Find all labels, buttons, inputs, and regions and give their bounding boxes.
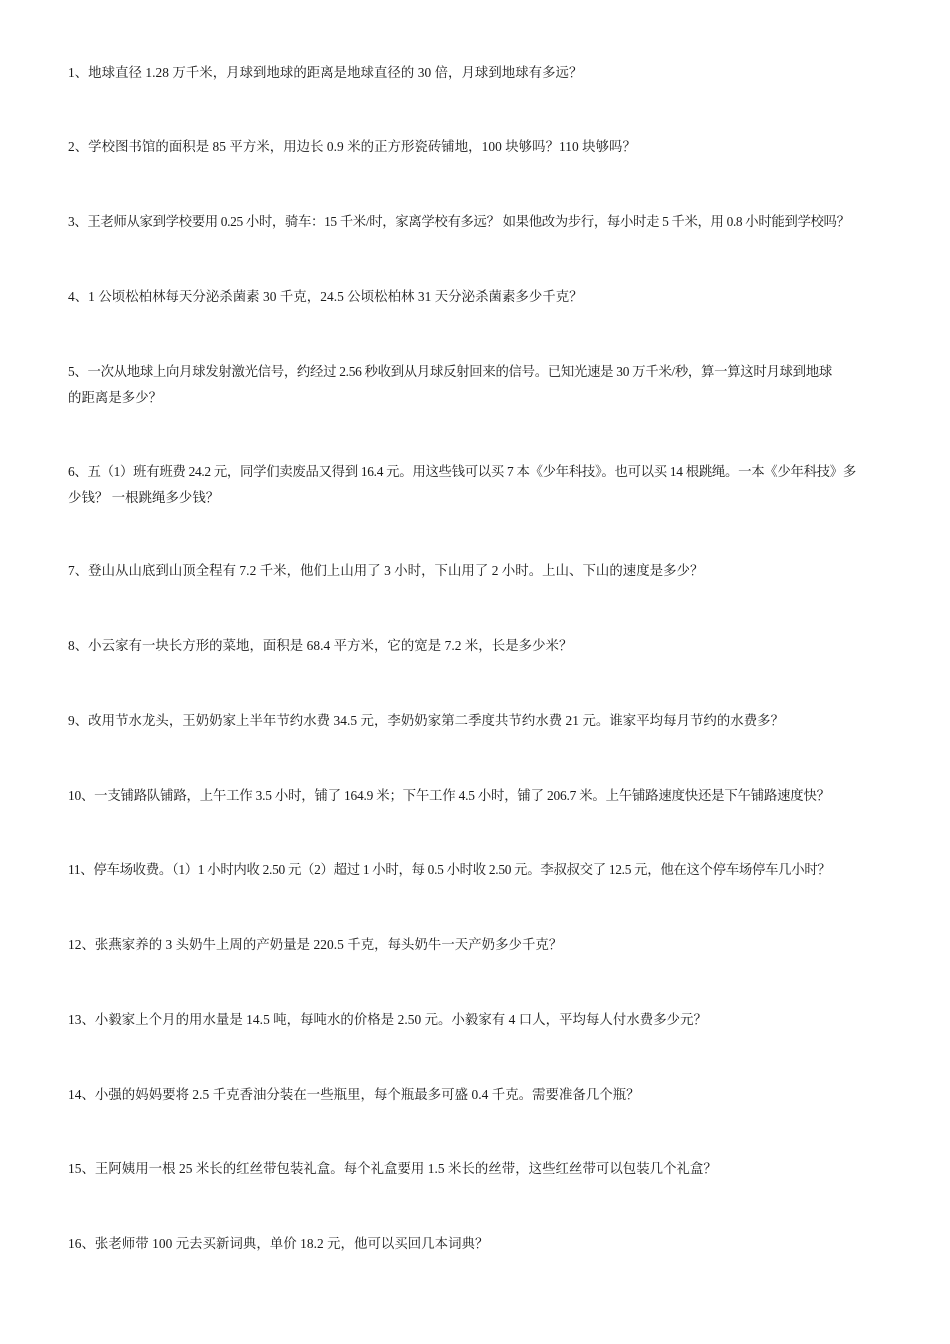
question-10-line-1: 10、一支铺路队铺路，上午工作 3.5 小时，铺了 164.9 米；下午工作 4.5 小时，铺了 206.7 米。上午铺路速度快还是下午铺路速度快？: [68, 788, 830, 803]
question-14-line-1: 14、小强的妈妈要将 2.5 千克香油分装在一些瓶里，每个瓶最多可盛 0.4 千克。需要准备几个瓶？: [68, 1087, 640, 1102]
question-8: [68, 633, 896, 659]
question-7: [68, 558, 896, 584]
question-16-line-1: 16、张老师带 100 元去买新词典，单价 18.2 元，他可以买回几本词典？: [68, 1236, 489, 1251]
question-2-line-1: 2、学校图书馆的面积是 85 平方米，用边长 0.9 米的正方形瓷砖铺地，100 块够吗？110 块够吗？: [68, 139, 636, 154]
question-9-line-1: 9、改用节水龙头，王奶奶家上半年节约水费 34.5 元，李奶奶家第二季度共节约水费 21 元。谁家平均每月节约的水费多？: [68, 713, 785, 728]
question-8-line-1: 8、小云家有一块长方形的菜地，面积是 68.4 平方米，它的宽是 7.2 米，长是多少米？: [68, 638, 573, 653]
question-11-line-1: 11、停车场收费。（1）1 小时内收 2.50 元（2）超过 1 小时，每 0.5 小时收 2.50 元。李叔叔交了 12.5 元，他在这个停车场停车几小时？: [68, 862, 831, 877]
question-4-line-1: 4、1 公顷松柏林每天分泌杀菌素 30 千克，24.5 公顷松柏林 31 天分泌杀菌素多少千克？: [68, 289, 583, 304]
question-16: [68, 1231, 896, 1257]
question-1: [68, 60, 896, 86]
question-11: [68, 857, 896, 883]
question-13: [68, 1007, 896, 1033]
question-13-line-1: 13、小毅家上个月的用水量是 14.5 吨，每吨水的价格是 2.50 元。小毅家有 4 口人，平均每人付水费多少元？: [68, 1012, 707, 1027]
question-2: [68, 134, 896, 160]
question-5-line-2: 的距离是多少？: [68, 390, 163, 405]
question-3-line-1: 3、王老师从家到学校要用 0.25 小时，骑车：15 千米/时，家离学校有多远？ 如果他改为步行，每小时走 5 千米，用 0.8 小时能到学校吗？: [68, 214, 850, 229]
question-4: [68, 284, 896, 310]
question-12-line-1: 12、张燕家养的 3 头奶牛上周的产奶量是 220.5 千克，每头奶牛一天产奶多少千克？: [68, 937, 563, 952]
question-10: [68, 783, 896, 809]
question-7-line-1: 7、登山从山底到山顶全程有 7.2 千米，他们上山用了 3 小时，下山用了 2 小时。上山、下山的速度是多少？: [68, 563, 704, 578]
question-1-line-1: 1、地球直径 1.28 万千米，月球到地球的距离是地球直径的 30 倍，月球到地球有多远？: [68, 65, 583, 80]
question-6-line-1: 6、五（1）班有班费 24.2 元，同学们卖废品又得到 16.4 元。用这些钱可以买 7 本《少年科技》。也可以买 14 根跳绳。一本《少年科技》多: [68, 464, 856, 479]
question-5: [68, 359, 896, 411]
question-5-line-1: 5、一次从地球上向月球发射激光信号，约经过 2.56 秒收到从月球反射回来的信号。已知光速是 30 万千米/秒，算一算这时月球到地球: [68, 364, 832, 379]
question-9: [68, 708, 896, 734]
question-6-line-2: 少钱？ 一根跳绳多少钱？: [68, 490, 220, 505]
question-12: [68, 932, 896, 958]
question-3: [68, 209, 896, 235]
question-15: [68, 1156, 896, 1182]
question-15-line-1: 15、王阿姨用一根 25 米长的红丝带包装礼盒。每个礼盒要用 1.5 米长的丝带，这些红丝带可以包装几个礼盒？: [68, 1161, 717, 1176]
question-14: [68, 1082, 896, 1108]
question-6: [68, 459, 896, 511]
